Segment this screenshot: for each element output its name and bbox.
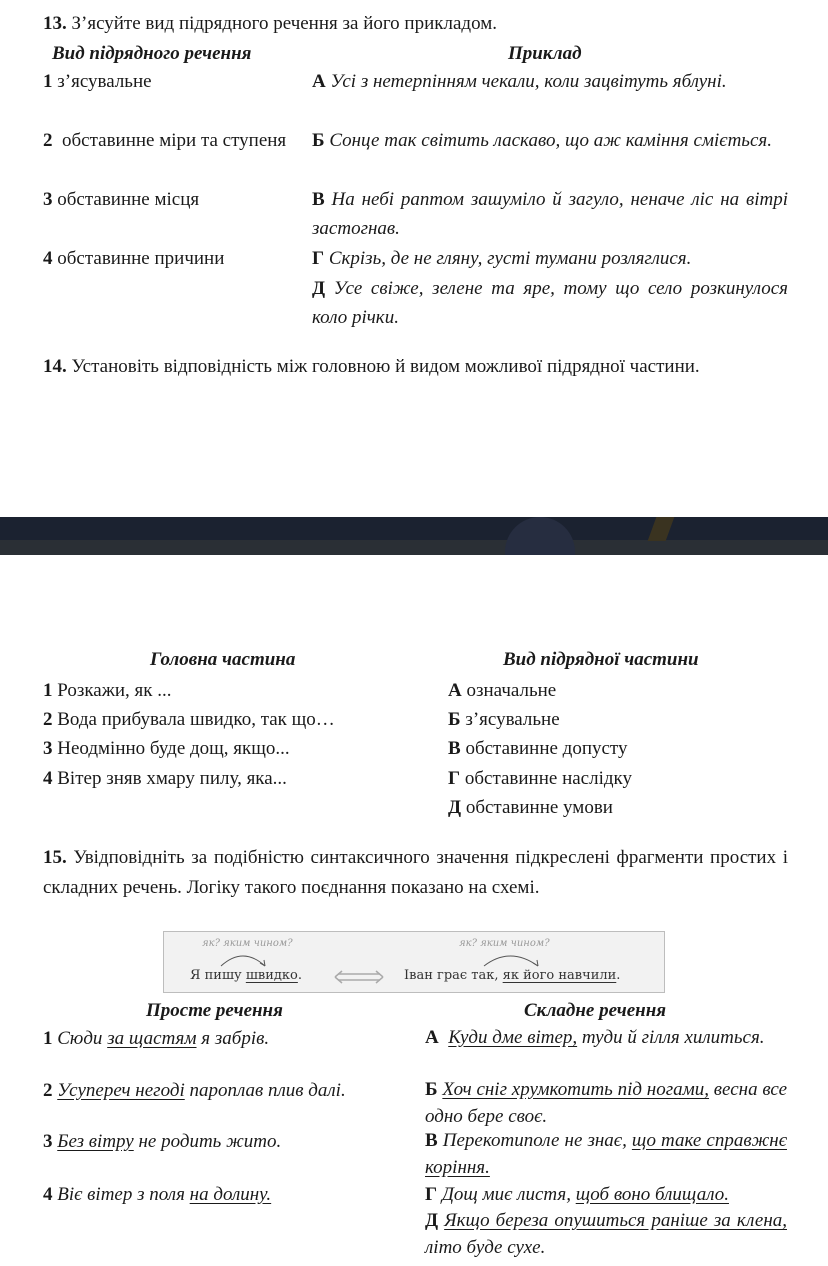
syntax-scheme xyxy=(163,931,665,993)
task-15-left-3: 3 Без вітру не родить жито. xyxy=(43,1131,282,1152)
task-13-left-2: 2 обставинне міри та ступеня xyxy=(43,130,287,151)
task-15-col-left: Просте речення xyxy=(146,1000,283,1021)
task-15-text: Увідповідніть за подібністю синтаксичного значення підкреслені фрагменти простих і складних речень. Логіку такого поєднання показано на схемі. xyxy=(43,847,789,898)
task-13-right-v: В На небі раптом зашуміло й загуло, неначе ліс на вітрі застогнав. xyxy=(312,189,789,239)
task-13-col-left: Вид підрядного речення xyxy=(52,43,252,64)
scheme-question-1: як? яким чином? xyxy=(202,938,293,949)
task-13-right-g: Г Скрізь, де не гляну, густі тумани розляглися. xyxy=(312,248,692,269)
task-13-right-d: Д Усе свіже, зелене та яре, тому що село розкинулося коло річки. xyxy=(312,278,789,328)
scheme-sentence-1: Я пишу швидко. xyxy=(190,968,302,983)
task-15-right-d: Д Якщо береза опушиться раніше за клена, літо буде сухе. xyxy=(425,1210,787,1258)
task-13-left-1: 1 з’ясувальне xyxy=(43,71,152,92)
double-arrow-icon xyxy=(334,970,384,984)
task-14-right-a: А означальне xyxy=(448,680,557,701)
task-14-left-3: 3 Неодмінно буде дощ, якщо... xyxy=(43,738,290,759)
task-13-number: 13. xyxy=(43,13,67,34)
task-15-left-2: 2 Усупереч негоді пароплав плив далі. xyxy=(43,1080,346,1101)
task-14-title xyxy=(43,352,788,382)
scheme-arc-2 xyxy=(482,948,542,968)
task-14-left-1: 1 Розкажи, як ... xyxy=(43,680,172,701)
scheme-sentence-2: Іван грає так, як його навчили. xyxy=(404,968,621,983)
task-14-right-d: Д обставинне умови xyxy=(448,797,613,818)
task-13-left-3: 3 обставинне місця xyxy=(43,189,200,210)
task-15-right-v: В Перекотиполе не знає, що таке справжнє коріння. xyxy=(425,1130,787,1178)
task-14-col-left: Головна частина xyxy=(150,649,296,670)
scheme-question-2: як? яким чином? xyxy=(459,938,550,949)
task-14-left-4: 4 Вітер зняв хмару пилу, яка... xyxy=(43,768,287,789)
task-15-number: 15. xyxy=(43,847,67,868)
task-13-right-a: А Усі з нетерпінням чекали, коли зацвітуть яблуні. xyxy=(312,71,727,92)
task-14-text: Установіть відповідність між головною й видом можливої підрядної частини. xyxy=(71,356,700,377)
task-14-col-right: Вид підрядної частини xyxy=(503,649,699,670)
task-14-right-v: В обставинне допусту xyxy=(448,738,628,759)
task-13-col-right: Приклад xyxy=(508,43,582,64)
task-14-left-2: 2 Вода прибувала швидко, так що… xyxy=(43,709,335,730)
task-14-right-g: Г обставинне наслідку xyxy=(448,768,632,789)
task-15-left-4: 4 Віє вітер з поля на долину. xyxy=(43,1184,272,1205)
dark-overlay-band-lower xyxy=(0,540,828,555)
task-14-right-b: Б з’ясувальне xyxy=(448,709,560,730)
task-13-right-b: Б Сонце так світить ласкаво, що аж каміння сміється. xyxy=(312,130,772,151)
scheme-arc-1 xyxy=(219,948,269,968)
task-14-number: 14. xyxy=(43,356,67,377)
task-15-col-right: Складне речення xyxy=(524,1000,667,1021)
task-15-right-a: А Куди дме вітер, туди й гілля хилиться. xyxy=(425,1027,765,1048)
task-13-title xyxy=(43,9,788,39)
task-15-right-g: Г Дощ миє листя, щоб воно блищало. xyxy=(425,1184,729,1205)
task-13-left-4: 4 обставинне причини xyxy=(43,248,225,269)
task-15-right-b: Б Хоч сніг хрумкотить під ногами, весна все одно бере своє. xyxy=(425,1079,788,1127)
task-13-text: З’ясуйте вид підрядного речення за його прикладом. xyxy=(71,13,497,34)
task-15-title xyxy=(43,843,788,903)
task-15-left-1: 1 Сюди за щастям я забрів. xyxy=(43,1028,270,1049)
